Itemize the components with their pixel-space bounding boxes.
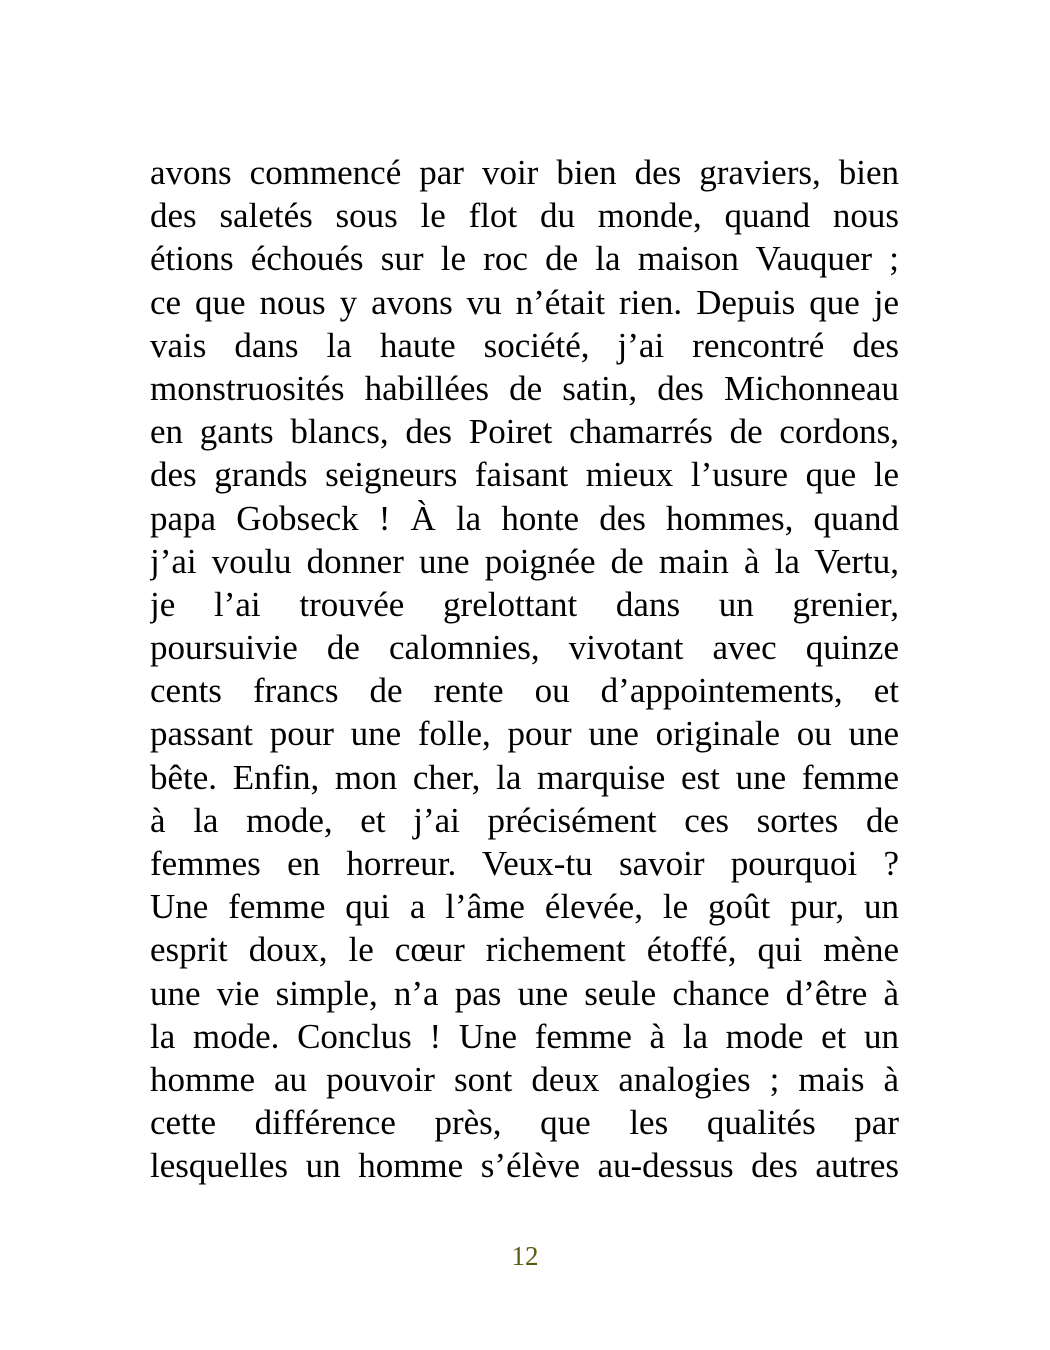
text-line: en gants blancs, des Poiret chamarrés de cordons, xyxy=(150,412,899,452)
text-line: cette différence près, que les qualités par xyxy=(150,1103,899,1143)
text-line: cents francs de rente ou d’appointements, et xyxy=(150,671,899,711)
text-line: la mode. Conclus ! Une femme à la mode et un xyxy=(150,1016,899,1056)
text-line: esprit doux, le cœur richement étoffé, qui mène xyxy=(150,930,899,970)
page-number: 12 xyxy=(511,1241,539,1271)
text-line: des grands seigneurs faisant mieux l’usure que le xyxy=(150,455,899,495)
text-line: poursuivie de calomnies, vivotant avec quinze xyxy=(150,628,899,668)
text-line: des saletés sous le flot du monde, quand nous xyxy=(150,196,899,236)
text-line: ce que nous y avons vu n’était rien. Depuis que je xyxy=(150,282,899,322)
text-line: vais dans la haute société, j’ai rencontré des xyxy=(150,325,899,365)
text-line: passant pour une folle, pour une originale ou une xyxy=(150,714,899,754)
text-line: je l’ai trouvée grelottant dans un grenier, xyxy=(150,584,899,624)
text-line: j’ai voulu donner une poignée de main à la Vertu, xyxy=(150,541,899,581)
text-line: monstruosités habillées de satin, des Michonneau xyxy=(150,368,899,408)
text-line: homme au pouvoir sont deux analogies ; mais à xyxy=(150,1059,899,1099)
text-line: Une femme qui a l’âme élevée, le goût pur, un xyxy=(150,887,899,927)
body-text xyxy=(150,151,899,1188)
text-line: papa Gobseck ! À la honte des hommes, quand xyxy=(150,498,899,538)
text-line: femmes en horreur. Veux-tu savoir pourquoi ? xyxy=(150,844,899,883)
text-line: bête. Enfin, mon cher, la marquise est une femme xyxy=(150,757,899,797)
text-line: une vie simple, n’a pas une seule chance d’être à xyxy=(150,973,899,1013)
text-line: à la mode, et j’ai précisément ces sortes de xyxy=(150,800,899,840)
text-line: avons commencé par voir bien des graviers, bien xyxy=(150,153,899,192)
text-line: lesquelles un homme s’élève au-dessus des autres xyxy=(150,1146,899,1186)
text-line: étions échoués sur le roc de la maison Vauquer ; xyxy=(150,239,899,279)
